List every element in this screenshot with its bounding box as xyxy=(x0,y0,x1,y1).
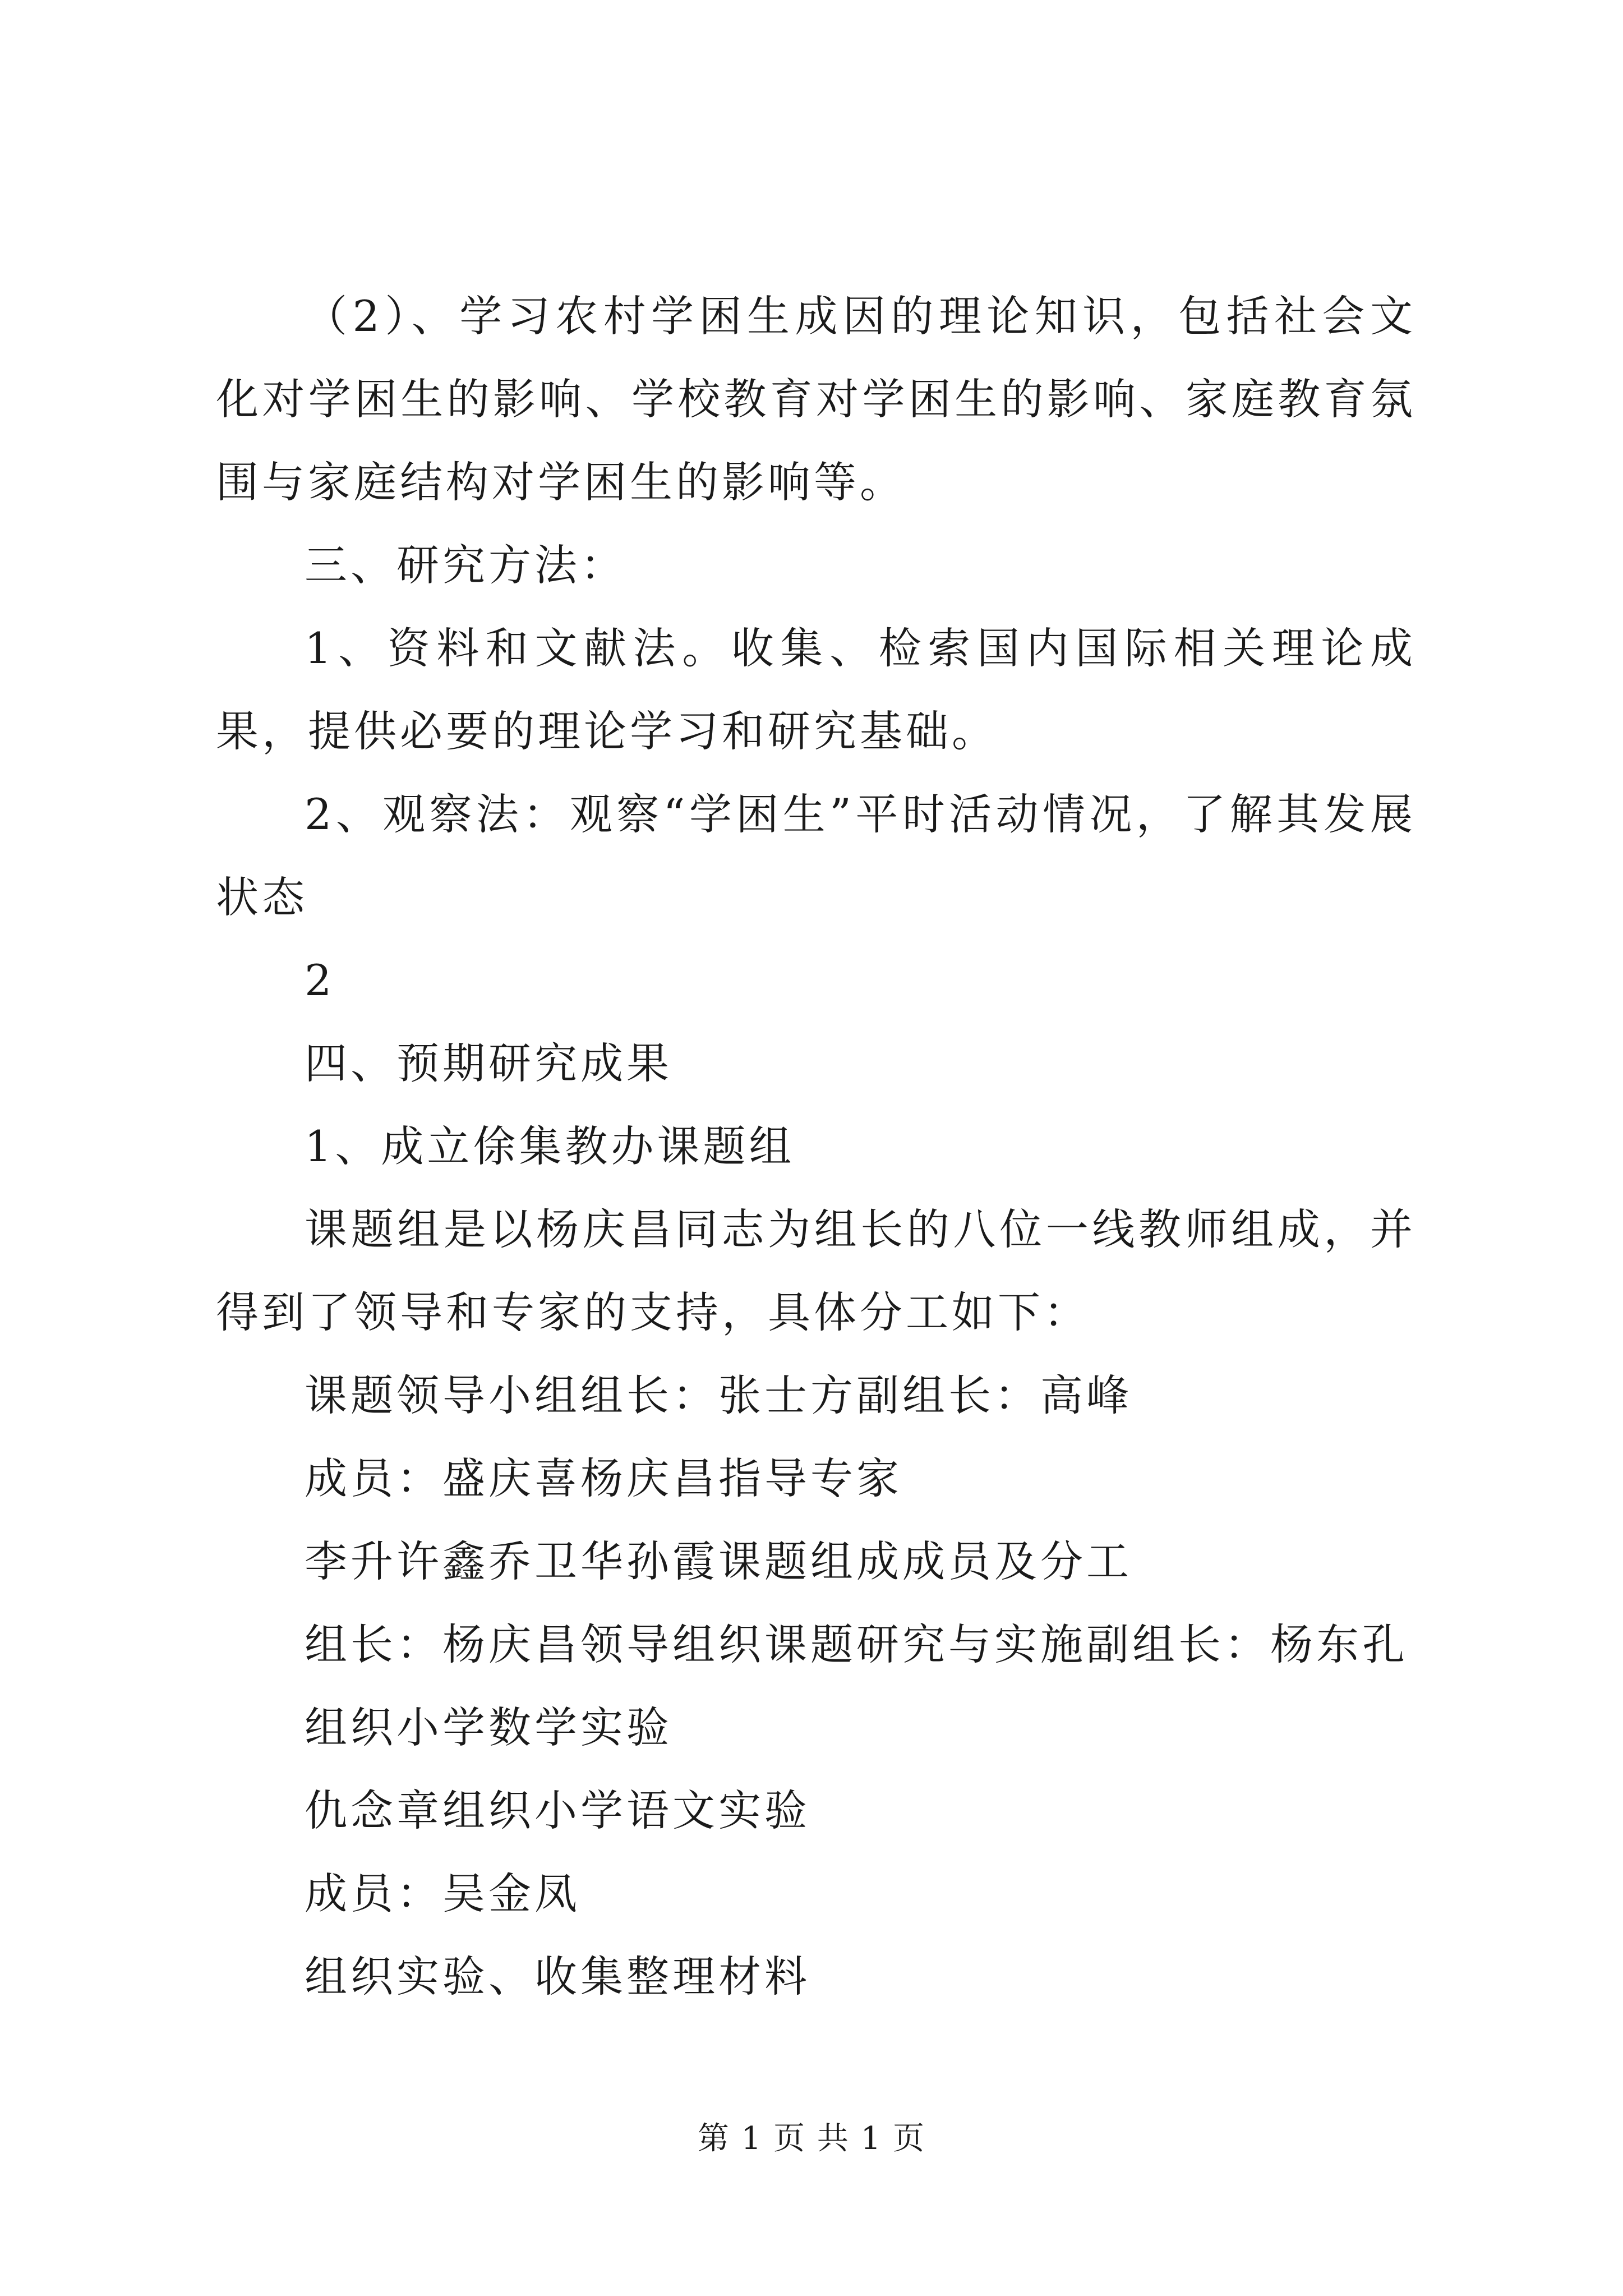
paragraph-theory-study: （2）、学习农村学困生成因的理论知识，包括社会文化对学困生的影响、学校教育对学困生的影响、家庭教育氛围与家庭结构对学困生的影响等。 xyxy=(216,291,1416,507)
page-footer: 第 1 页 共 1 页 xyxy=(697,2120,926,2157)
paragraph-group-leader: 组长：杨庆昌领导组织课题研究与实施副组长：杨东孔 xyxy=(305,1619,1408,1669)
paragraph-observation-method: 2、观察法：观察“学困生”平时活动情况，了解其发展状态 xyxy=(216,789,1416,922)
paragraph-literature-method: 1、资料和文献法。收集、检索国内国际相关理论成果，提供必要的理论学习和研究基础。 xyxy=(216,623,1416,756)
paragraph-member-wu: 成员：吴金凤 xyxy=(305,1869,580,1918)
heading-research-methods: 三、研究方法： xyxy=(305,540,626,590)
paragraph-leadership: 课题领导小组组长：张士方副组长：高峰 xyxy=(305,1370,1132,1420)
paragraph-establish-group: 1、成立俆集教办课题组 xyxy=(305,1121,795,1171)
paragraph-group-members: 李升许鑫乔卫华孙霞课题组成成员及分工 xyxy=(305,1536,1132,1586)
paragraph-members-experts: 成员：盛庆喜杨庆昌指导专家 xyxy=(305,1453,902,1503)
paragraph-group-composition: 课题组是以杨庆昌同志为组长的八位一线教师组成，并得到了领导和专家的支持，具体分工如下： xyxy=(216,1204,1416,1337)
heading-expected-results: 四、预期研究成果 xyxy=(305,1038,672,1088)
document-body xyxy=(216,275,1416,2018)
paragraph-number: 2 xyxy=(305,955,335,1005)
paragraph-math-experiment: 组织小学数学实验 xyxy=(305,1703,672,1752)
paragraph-organize-materials: 组织实验、收集整理材料 xyxy=(305,1952,810,2001)
paragraph-chinese-experiment: 仇念章组织小学语文实验 xyxy=(305,1786,810,1835)
